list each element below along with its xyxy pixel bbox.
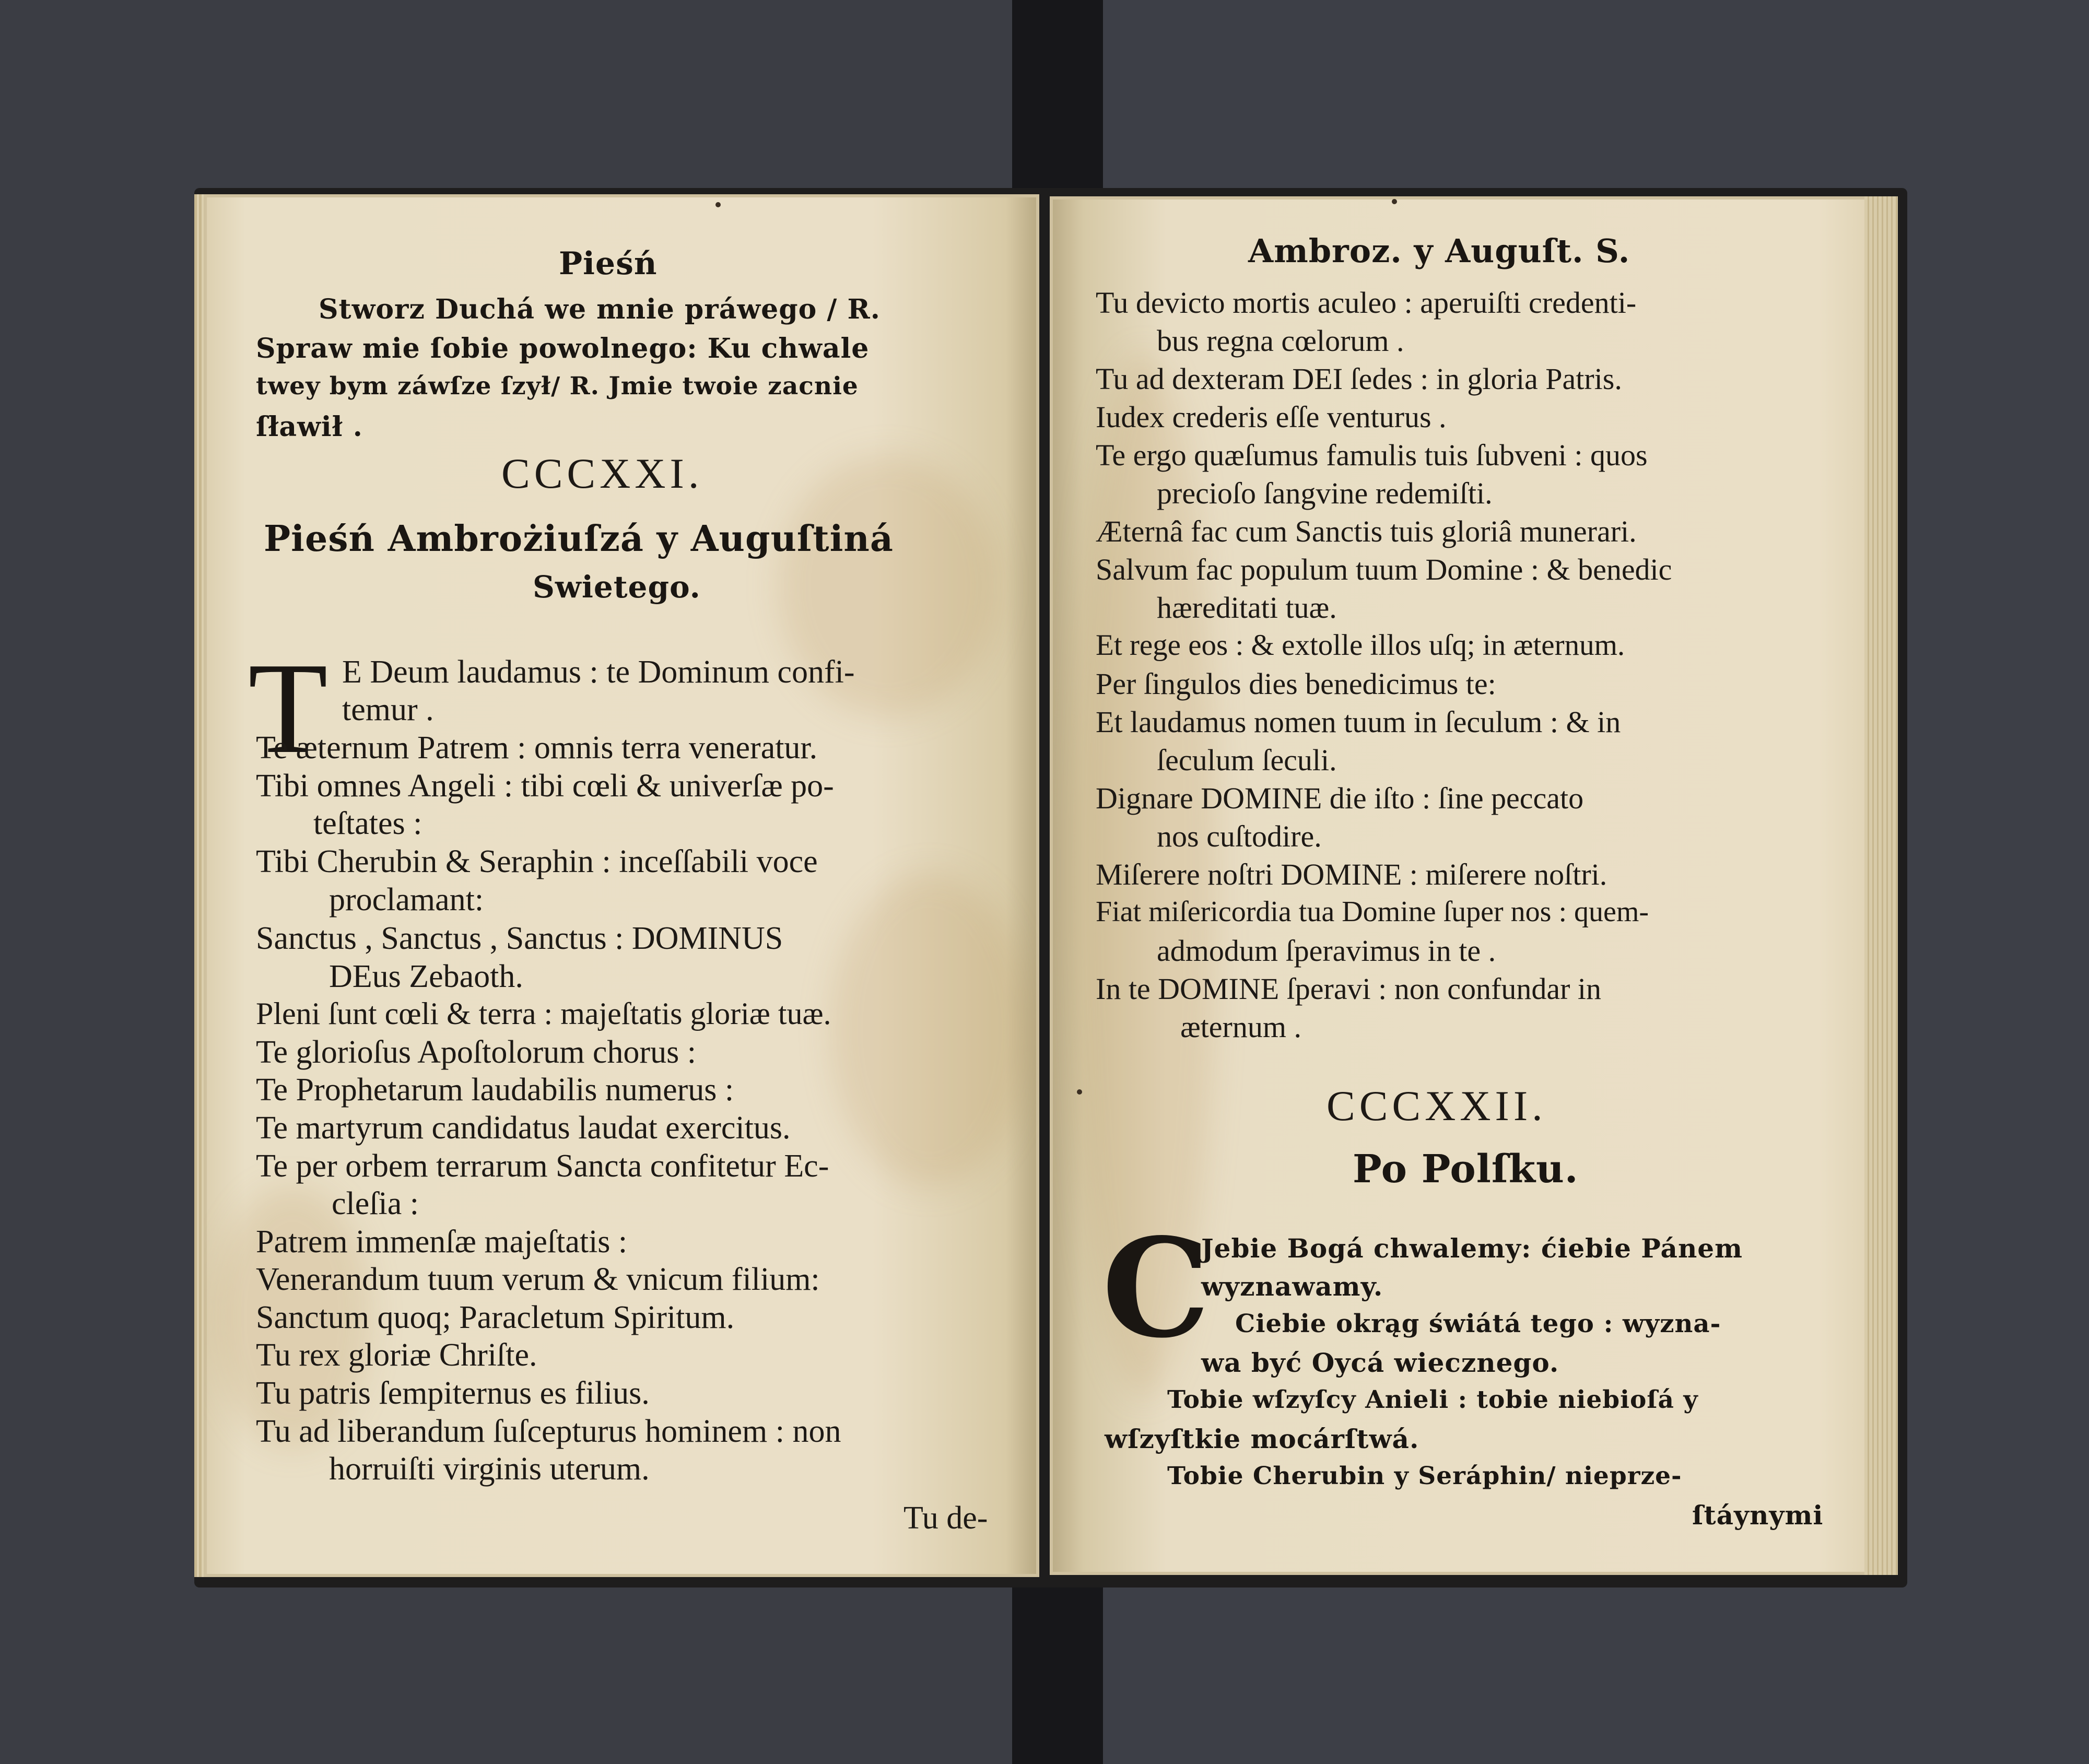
drop-cap: C — [1102, 1209, 1210, 1368]
verse-line: Fiat miſericordia tua Domine ſuper nos : quem- — [1096, 896, 1649, 928]
left-page — [204, 194, 1039, 1577]
verse-line: Tu patris ſempiternus es filius. — [256, 1375, 650, 1411]
page-header: Ambroz. y Auguſt. S. — [1248, 232, 1630, 270]
section-number: CCCXXI. — [501, 450, 703, 497]
verse-line: admodum ſperavimus in te . — [1157, 934, 1496, 968]
verse-line: Tibi omnes Angeli : tibi cœli & univerſæ po- — [256, 768, 834, 804]
hymn-line: Stworz Duchá we mnie práwego / R. — [319, 293, 881, 325]
verse-line: Te martyrum candidatus laudat exercitus. — [256, 1110, 791, 1146]
hymn-line: Spraw mie ſobie powolnego: Ku chwale — [256, 333, 870, 364]
ink-speck — [715, 202, 721, 207]
verse-line: Sanctum quoq; Paracletum Spiritum. — [256, 1300, 735, 1335]
verse-line: Te Prophetarum laudabilis numerus : — [256, 1072, 734, 1108]
verse-line: Dignare DOMINE die iſto : ſine peccato — [1096, 781, 1584, 815]
hymn-line: twey bym záwſze ſzył/ R. Jmie twoie zacnie — [256, 372, 859, 401]
hymn-line: ſławił . — [256, 411, 363, 443]
verse-line: temur . — [342, 692, 434, 727]
polish-catchword: ſtáynymi — [1692, 1500, 1824, 1531]
verse-line: Miſerere noſtri DOMINE : miſerere noſtri. — [1096, 857, 1607, 891]
verse-line: Sanctus , Sanctus , Sanctus : DOMINUS — [256, 921, 783, 956]
section-number: CCCXXII. — [1327, 1082, 1547, 1130]
hymn-title: Swietego. — [533, 569, 701, 605]
verse-line: Tu devicto mortis aculeo : aperuiſti credenti- — [1096, 286, 1637, 320]
verse-line: Te glorioſus Apoſtolorum chorus : — [256, 1034, 696, 1070]
verse-line: horruiſti virginis uterum. — [329, 1451, 650, 1487]
polish-line: Tobie Cherubin y Seráphin/ nieprze- — [1167, 1462, 1682, 1490]
verse-line: precioſo ſangvine redemiſti. — [1157, 476, 1493, 510]
verse-line: Patrem immenſæ majeſtatis : — [256, 1224, 628, 1260]
page-edge-right — [1864, 196, 1898, 1575]
verse-line: Et laudamus nomen tuum in ſeculum : & in — [1096, 705, 1621, 739]
hymn-title: Pieśń Ambrożiuſzá y Auguſtiná — [264, 518, 894, 560]
ink-speck — [1392, 199, 1397, 204]
ink-speck — [1077, 1089, 1082, 1095]
section-title: Po Polſku. — [1353, 1147, 1579, 1192]
verse-line: Salvum fac populum tuum Domine : & benedic — [1096, 552, 1672, 586]
catchword: Tu de- — [903, 1500, 988, 1536]
verse-line: Venerandum tuum verum & vnicum filium: — [256, 1262, 820, 1297]
verse-line: Tibi Cherubin & Seraphin : inceſſabili voce — [256, 844, 818, 879]
page-header: Pieśń — [559, 245, 658, 282]
verse-line: Te æternum Patrem : omnis terra veneratur. — [256, 730, 818, 766]
verse-line: nos cuſtodire. — [1157, 819, 1322, 853]
polish-line: wſzyſtkie mocárſtwá. — [1105, 1424, 1419, 1454]
stain — [830, 873, 1029, 1186]
verse-line: Te ergo quæſumus famulis tuis ſubveni : quos — [1096, 438, 1648, 472]
verse-line: Tu rex gloriæ Chriſte. — [256, 1337, 537, 1373]
verse-line: In te DOMINE ſperavi : non confundar in — [1096, 972, 1602, 1006]
verse-line: E Deum laudamus : te Dominum confi- — [342, 654, 855, 690]
polish-line: Ciebie okrąg świátá tego : wyzna- — [1235, 1309, 1721, 1338]
verse-line: bus regna cœlorum . — [1157, 324, 1404, 358]
verse-line: Per ſingulos dies benedicimus te: — [1096, 667, 1496, 701]
verse-line: Æternâ fac cum Sanctis tuis gloriâ munerari. — [1096, 514, 1637, 548]
polish-line: wa być Oycá wiecznego. — [1201, 1347, 1559, 1378]
verse-line: hæreditati tuæ. — [1157, 591, 1337, 625]
verse-line: Tu ad dexteram DEI ſedes : in gloria Patris. — [1096, 362, 1622, 396]
drop-cap: T — [248, 636, 328, 781]
verse-line: cleſia : — [332, 1186, 419, 1221]
verse-line: Te per orbem terrarum Sancta confitetur Ec- — [256, 1148, 829, 1184]
verse-line: Iudex crederis eſſe venturus . — [1096, 400, 1447, 434]
verse-line: Pleni ſunt cœli & terra : majeſtatis gloriæ tuæ. — [256, 996, 831, 1031]
polish-line: wyznawamy. — [1201, 1271, 1383, 1302]
verse-line: æternum . — [1180, 1010, 1301, 1044]
verse-line: Tu ad liberandum ſuſcepturus hominem : non — [256, 1414, 841, 1449]
verse-line: ſeculum ſeculi. — [1157, 743, 1337, 777]
right-page — [1050, 196, 1885, 1575]
polish-line: Jebie Bogá chwalemy: ćiebie Pánem — [1201, 1233, 1743, 1264]
verse-line: DEus Zebaoth. — [329, 959, 523, 994]
verse-line: Et rege eos : & extolle illos uſq; in æternum. — [1096, 629, 1625, 662]
verse-line: teſtates : — [313, 806, 423, 841]
verse-line: proclamant: — [329, 882, 484, 918]
polish-line: Tobie wſzyſcy Anieli : tobie niebioſá y — [1167, 1385, 1698, 1414]
